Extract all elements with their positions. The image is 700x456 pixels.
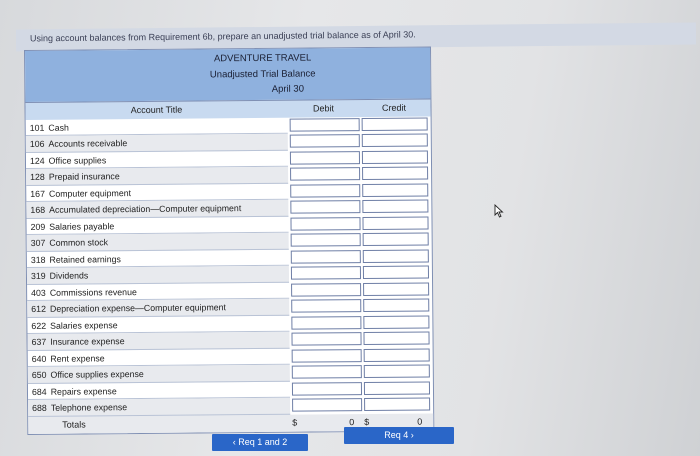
credit-input[interactable]: [364, 348, 430, 362]
account-number: 688: [32, 402, 47, 413]
account-title: Dividends: [49, 270, 89, 281]
account-number: 209: [30, 221, 46, 232]
account-title: Commissions revenue: [49, 286, 137, 298]
account-number: 318: [30, 254, 46, 265]
credit-input[interactable]: [362, 199, 428, 213]
account-title: Salaries payable: [49, 220, 115, 232]
report-title: Unadjusted Trial Balance: [209, 67, 316, 80]
account-title: Accumulated depreciation—Computer equipment: [49, 203, 242, 215]
report-date: April 30: [271, 83, 305, 95]
account-number: 650: [31, 369, 47, 380]
account-title: Computer equipment: [48, 187, 132, 199]
credit-input[interactable]: [363, 265, 429, 279]
debit-input[interactable]: [291, 299, 361, 313]
debit-input[interactable]: [290, 184, 360, 198]
credit-total-symbol: $: [364, 417, 370, 428]
account-title: Rent expense: [50, 352, 105, 364]
debit-input[interactable]: [292, 398, 362, 412]
debit-input[interactable]: [291, 283, 361, 297]
account-title: Common stock: [49, 237, 109, 248]
debit-input[interactable]: [290, 200, 360, 214]
account-title: Insurance expense: [50, 336, 125, 347]
debit-input[interactable]: [290, 167, 360, 181]
debit-input[interactable]: [291, 332, 361, 346]
chevron-left-icon: ‹: [232, 437, 236, 447]
credit-input[interactable]: [362, 150, 428, 164]
account-title: Office supplies: [48, 154, 107, 166]
credit-input[interactable]: [362, 183, 428, 197]
account-title: Retained earnings: [49, 253, 121, 265]
mouse-pointer-icon: [494, 204, 504, 218]
debit-input[interactable]: [291, 233, 361, 247]
debit-input[interactable]: [292, 382, 362, 396]
account-number: 101: [29, 122, 45, 133]
credit-input[interactable]: [363, 282, 429, 296]
credit-input[interactable]: [363, 315, 429, 329]
next-button-label: Req 4: [384, 430, 409, 440]
account-title-header: Account Title: [130, 104, 183, 116]
credit-input[interactable]: [362, 166, 428, 180]
account-title: Office supplies expense: [50, 368, 144, 380]
debit-input[interactable]: [290, 118, 360, 132]
debit-input[interactable]: [290, 134, 360, 148]
debit-input[interactable]: [291, 266, 361, 280]
account-title: Repairs expense: [50, 385, 117, 397]
debit-input[interactable]: [291, 316, 361, 330]
credit-input[interactable]: [364, 397, 430, 411]
next-requirement-button[interactable]: [344, 427, 454, 444]
debit-input[interactable]: [291, 250, 361, 264]
account-number: 106: [29, 138, 45, 149]
account-number: 307: [30, 237, 46, 248]
account-number: 167: [30, 188, 45, 199]
prev-requirement-button[interactable]: [212, 434, 308, 451]
account-title: Telephone expense: [50, 402, 128, 413]
credit-input[interactable]: [362, 117, 428, 131]
credit-input[interactable]: [363, 298, 429, 312]
debit-input[interactable]: [292, 349, 362, 363]
credit-input[interactable]: [363, 249, 429, 263]
account-number: 403: [31, 287, 46, 298]
account-number: 637: [31, 336, 47, 347]
credit-input[interactable]: [364, 364, 430, 378]
account-number: 622: [31, 320, 47, 331]
credit-input[interactable]: [362, 133, 428, 147]
account-title: Cash: [48, 122, 69, 133]
account-title: Depreciation expense—Computer equipment: [49, 302, 227, 314]
credit-input[interactable]: [363, 232, 429, 246]
account-rows: [26, 116, 434, 417]
debit-input[interactable]: [292, 365, 362, 379]
debit-total-value: 0: [349, 417, 355, 428]
account-title: Accounts receivable: [48, 138, 128, 149]
account-number: 684: [31, 386, 47, 397]
account-number: 319: [30, 270, 46, 281]
account-number: 640: [31, 353, 47, 364]
debit-total-symbol: $: [292, 417, 298, 428]
credit-header: Credit: [381, 102, 407, 113]
prev-button-label: Req 1 and 2: [238, 437, 288, 447]
debit-input[interactable]: [290, 151, 360, 165]
company-name: ADVENTURE TRAVEL: [213, 52, 312, 65]
debit-input[interactable]: [290, 217, 360, 231]
credit-input[interactable]: [362, 216, 428, 230]
account-number: 124: [29, 155, 45, 166]
trial-balance-table: [24, 46, 434, 434]
credit-total-value: 0: [417, 416, 423, 427]
instruction-text: Using account balances from Requirement 6b, prepare an unadjusted trial balance as of April 30.: [16, 22, 696, 51]
account-number: 128: [30, 171, 45, 182]
credit-input[interactable]: [363, 331, 429, 345]
account-number: 168: [30, 204, 46, 215]
chevron-right-icon: ›: [410, 430, 414, 440]
report-header: [25, 47, 430, 101]
totals-label: Totals: [62, 418, 86, 430]
debit-header: Debit: [312, 103, 335, 114]
credit-input[interactable]: [364, 381, 430, 395]
account-title: Prepaid insurance: [48, 171, 120, 182]
account-number: 612: [31, 303, 46, 314]
account-title: Salaries expense: [50, 319, 118, 331]
